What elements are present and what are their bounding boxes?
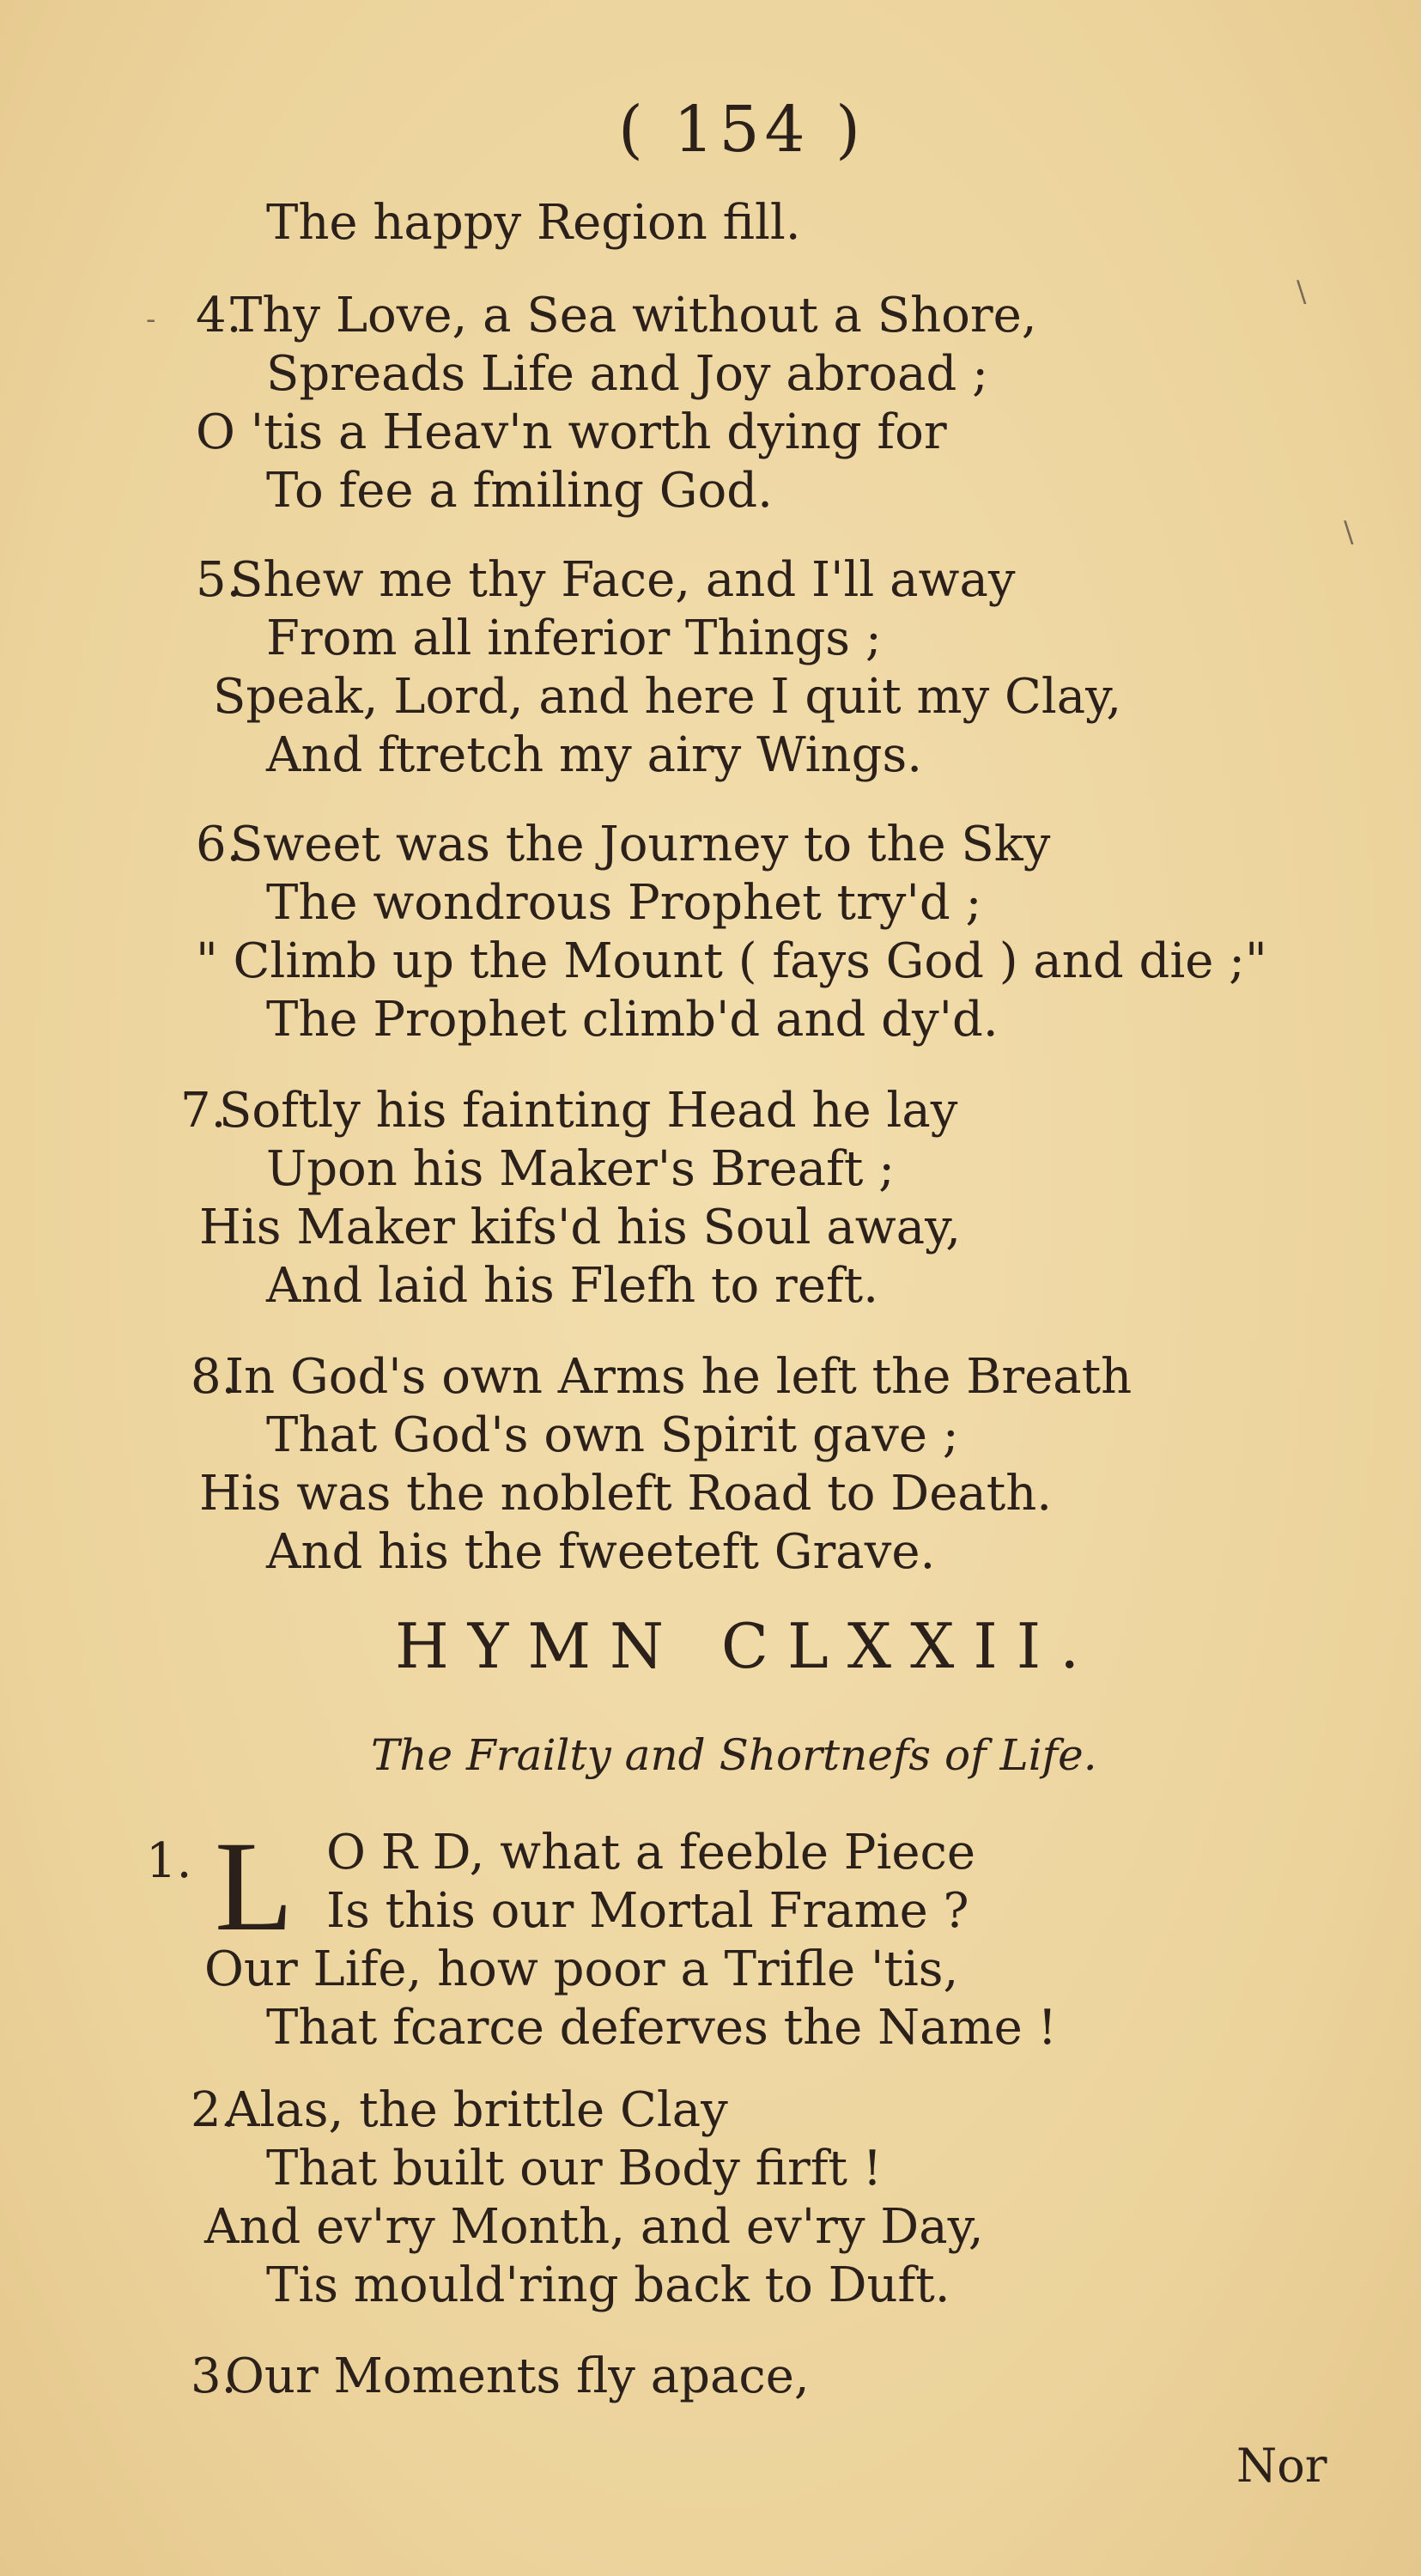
verse-line: Upon his Maker's Breaft ; bbox=[266, 1141, 895, 1197]
verse-line: His was the nobleft Road to Death. bbox=[199, 1466, 1053, 1522]
stanza-number: 4. bbox=[196, 288, 242, 343]
verse-line: Our Moments fly apace, bbox=[225, 2348, 810, 2404]
stanza-number: 6. bbox=[196, 817, 242, 872]
verse-line: Sweet was the Journey to the Sky bbox=[230, 817, 1051, 872]
verse-line: Is this our Mortal Frame ? bbox=[326, 1883, 969, 1939]
hymn-subtitle: The Frailty and Shortnefs of Life. bbox=[371, 1730, 1097, 1780]
drop-cap: L bbox=[215, 1815, 294, 1958]
verse-line: That God's own Spirit gave ; bbox=[266, 1407, 959, 1463]
verse-line: Softly his fainting Head he lay bbox=[219, 1083, 958, 1139]
verse-line: That fcarce deferves the Name ! bbox=[266, 2000, 1058, 2056]
verse-line: His Maker kifs'd his Soul away, bbox=[199, 1200, 962, 1255]
continued-line: The happy Region fill. bbox=[266, 195, 801, 251]
verse-line: O R D, what a feeble Piece bbox=[326, 1825, 975, 1880]
verse-line: In God's own Arms he left the Breath bbox=[225, 1349, 1133, 1405]
verse-line: And his the fweeteft Grave. bbox=[266, 1524, 936, 1580]
verse-line: The Prophet climb'd and dy'd. bbox=[266, 992, 999, 1048]
print-mark: - bbox=[146, 302, 156, 337]
stanza-number: 7. bbox=[180, 1083, 227, 1139]
verse-line: Alas, the brittle Clay bbox=[225, 2082, 728, 2138]
verse-line: Our Life, how poor a Trifle 'tis, bbox=[204, 1941, 959, 1997]
stanza-number: 1. bbox=[146, 1833, 192, 1889]
verse-line: O 'tis a Heav'n worth dying for bbox=[196, 404, 947, 460]
verse-line: And laid his Flefh to reft. bbox=[266, 1258, 878, 1314]
verse-line: And ev'ry Month, and ev'ry Day, bbox=[204, 2199, 984, 2255]
stanza-number: 5. bbox=[196, 552, 242, 608]
stanza-number: 3. bbox=[191, 2348, 237, 2404]
stanza-number: 2. bbox=[191, 2082, 237, 2138]
print-mark: \ bbox=[1344, 515, 1354, 550]
page-number: ( 154 ) bbox=[618, 93, 866, 167]
stanza-number: 8. bbox=[191, 1349, 237, 1405]
verse-line: To fee a fmiling God. bbox=[266, 463, 773, 519]
verse-line: And ftretch my airy Wings. bbox=[266, 727, 923, 783]
verse-line: Spreads Life and Joy abroad ; bbox=[266, 346, 988, 402]
verse-line: From all inferior Things ; bbox=[266, 611, 882, 666]
catchword: Nor bbox=[1236, 2439, 1327, 2493]
verse-line: That built our Body firft ! bbox=[266, 2141, 883, 2196]
verse-line: " Climb up the Mount ( fays God ) and die ;" bbox=[196, 933, 1267, 989]
verse-line: Shew me thy Face, and I'll away bbox=[230, 552, 1016, 608]
verse-line: Speak, Lord, and here I quit my Clay, bbox=[213, 669, 1122, 725]
verse-line: Thy Love, a Sea without a Shore, bbox=[230, 288, 1037, 343]
verse-line: The wondrous Prophet try'd ; bbox=[266, 875, 982, 931]
verse-line: Tis mould'ring back to Duft. bbox=[266, 2257, 950, 2313]
hymn-title: HYMN CLXXII. bbox=[395, 1610, 1099, 1682]
print-mark: \ bbox=[1297, 275, 1307, 309]
